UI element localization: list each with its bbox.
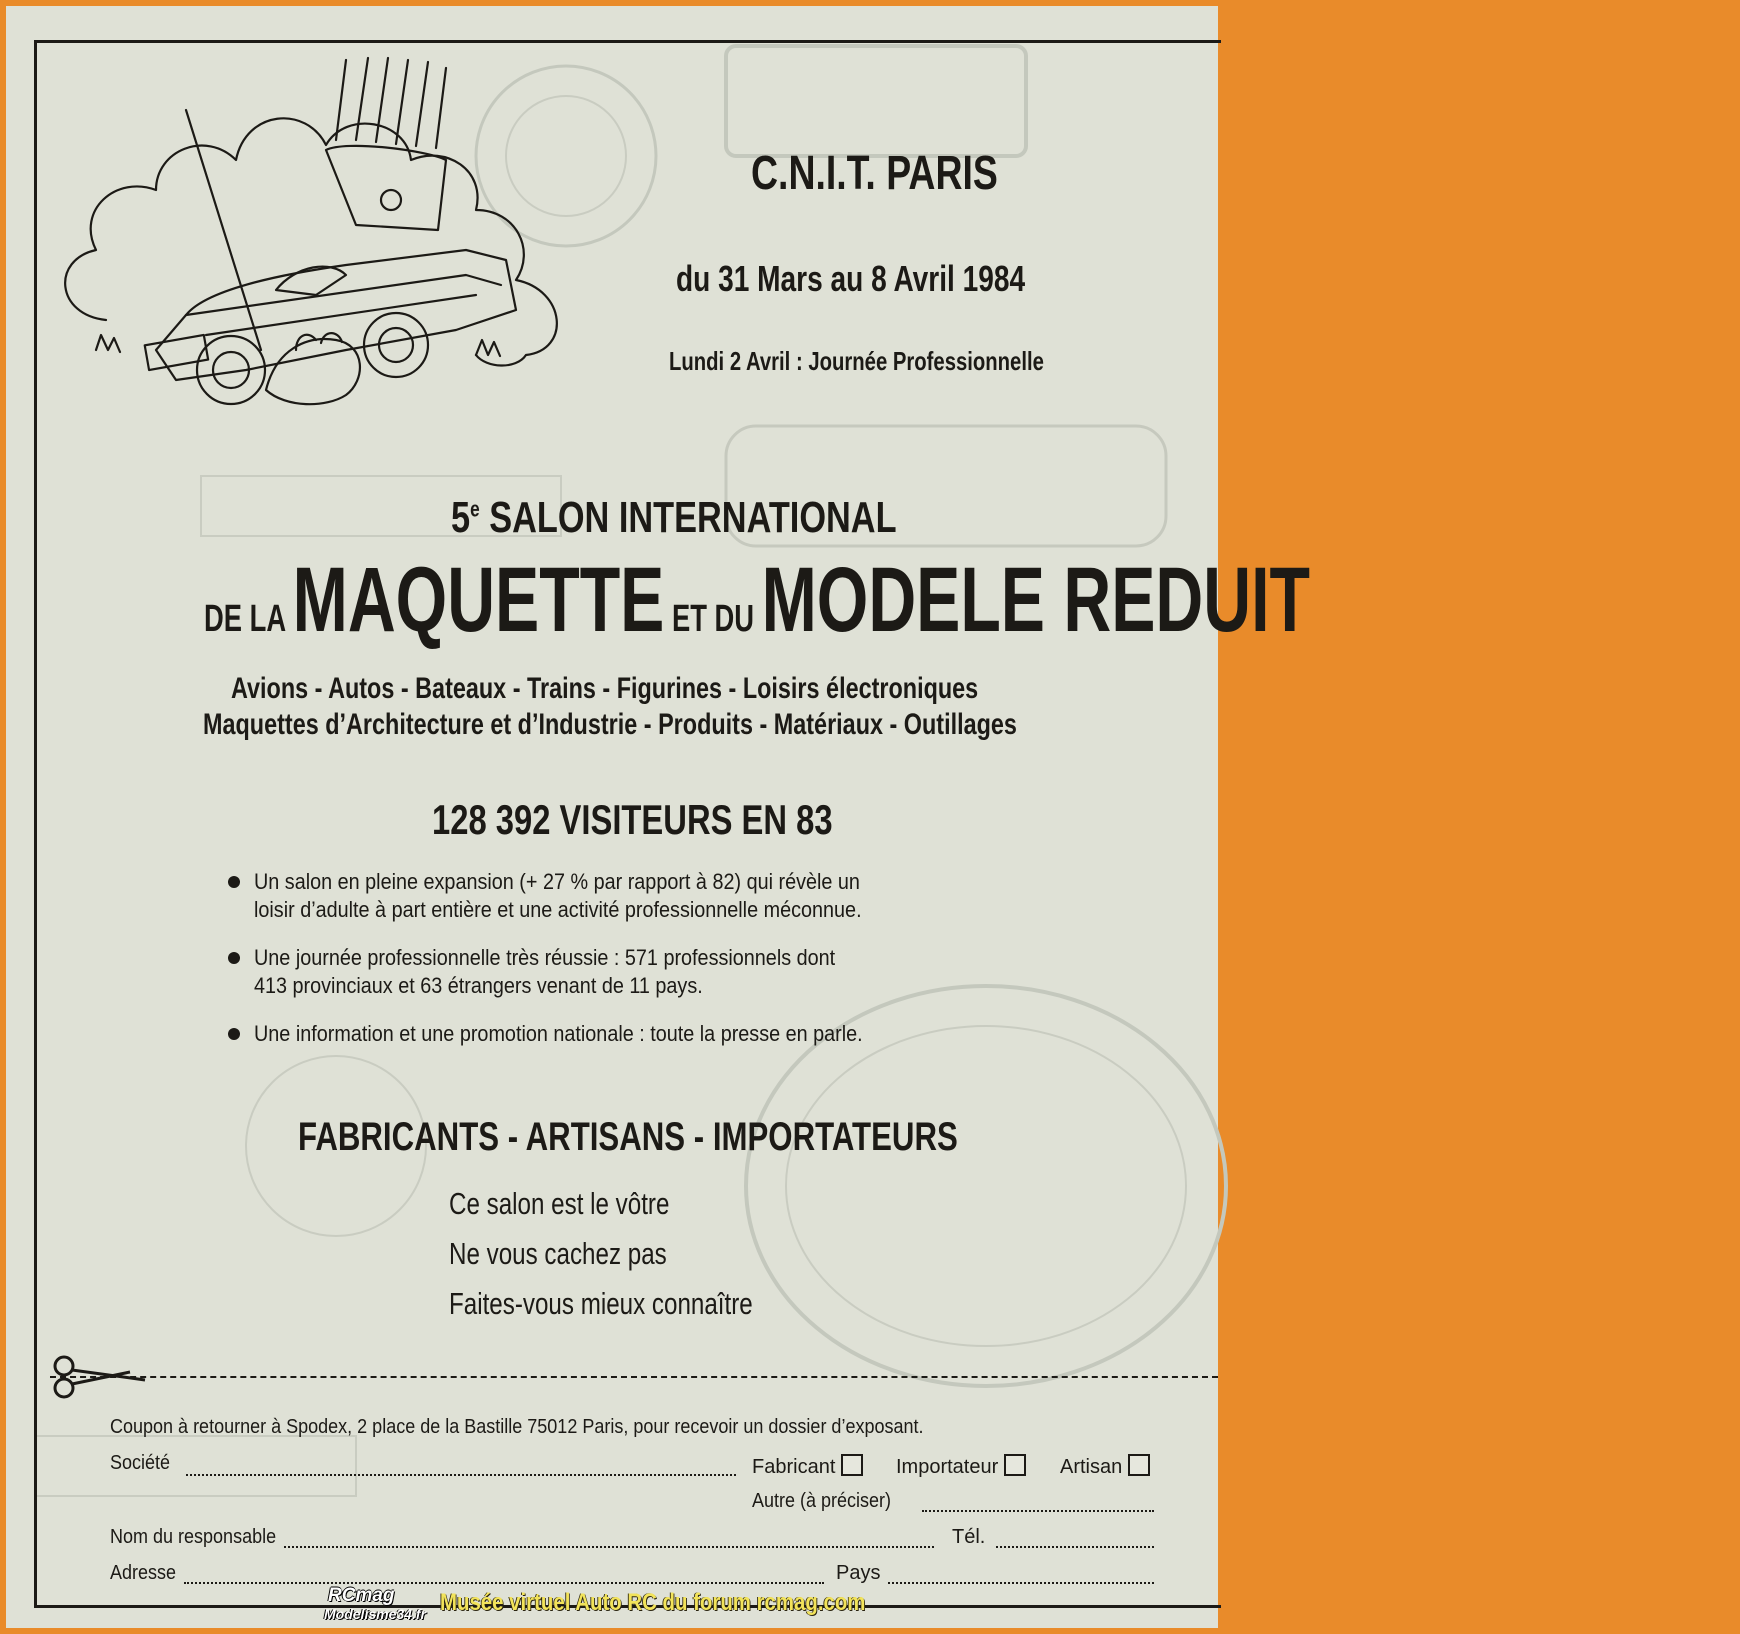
tel-field[interactable] <box>996 1546 1154 1548</box>
rcmag-logo: RCmag Modelisme34.fr <box>324 1585 426 1622</box>
autre-label: Autre (à préciser) <box>752 1490 892 1512</box>
fabricant-option[interactable]: Fabricant <box>752 1454 863 1479</box>
importateur-checkbox[interactable] <box>1004 1454 1026 1476</box>
fabricant-checkbox[interactable] <box>841 1454 863 1476</box>
tagline: Ce salon est le vôtre <box>449 1186 670 1221</box>
bullet-item: Une information et une promotion nationale : toute la presse en parle. <box>228 1020 1158 1048</box>
adresse-field[interactable] <box>184 1582 824 1584</box>
professional-day: Lundi 2 Avril : Journée Professionnelle <box>669 346 1044 376</box>
event-dates: du 31 Mars au 8 Avril 1984 <box>676 258 1026 299</box>
responsable-label: Nom du responsable <box>110 1526 277 1548</box>
coupon-intro: Coupon à retourner à Spodex, 2 place de la Bastille 75012 Paris, pour recevoir un dossier d’exposant. <box>110 1416 924 1438</box>
artisan-checkbox[interactable] <box>1128 1454 1150 1476</box>
tagline: Ne vous cachez pas <box>449 1236 667 1271</box>
main-title: DE LA MAQUETTE ET DU MODELE REDUIT <box>204 549 1310 651</box>
bullet-item: Une journée professionnelle très réussie : 571 professionnels dont 413 provinciaux et 63 étrangers venant de 11 pays. <box>228 944 854 1000</box>
autre-field[interactable] <box>922 1510 1154 1512</box>
tel-label: Tél. <box>952 1526 986 1548</box>
bullet-item: Un salon en pleine expansion (+ 27 % par rapport à 82) qui révèle un loisir d’adulte à part entière et une activité professionnelle méconnue. <box>228 868 854 924</box>
importateur-option[interactable]: Importateur <box>896 1454 1026 1479</box>
cut-line <box>50 1376 1218 1378</box>
bullet-list <box>228 868 1158 1068</box>
tagline: Faites-vous mieux connaître <box>449 1286 753 1321</box>
societe-field[interactable] <box>186 1474 736 1476</box>
edition-heading: 5e SALON INTERNATIONAL <box>451 493 897 542</box>
pays-label: Pays <box>836 1562 881 1584</box>
museum-banner: Musée virtuel Auto RC du forum rcmag.com <box>440 1589 866 1616</box>
audience-heading: FABRICANTS - ARTISANS - IMPORTATEURS <box>298 1115 958 1159</box>
adresse-label: Adresse <box>110 1562 177 1584</box>
categories: Avions - Autos - Bateaux - Trains - Figurines - Loisirs électroniques Maquettes d’Architecture et d’Industrie - Produits - Matériaux - Outillages <box>203 672 1017 741</box>
artisan-option[interactable]: Artisan <box>1060 1454 1150 1479</box>
magazine-page <box>6 6 1310 1628</box>
societe-label: Société <box>110 1452 171 1474</box>
pays-field[interactable] <box>888 1582 1154 1584</box>
rc-car-hand-illustration <box>46 50 586 420</box>
venue: C.N.I.T. PARIS <box>751 147 998 200</box>
responsable-field[interactable] <box>284 1546 934 1548</box>
visitors-count: 128 392 VISITEURS EN 83 <box>432 796 833 843</box>
